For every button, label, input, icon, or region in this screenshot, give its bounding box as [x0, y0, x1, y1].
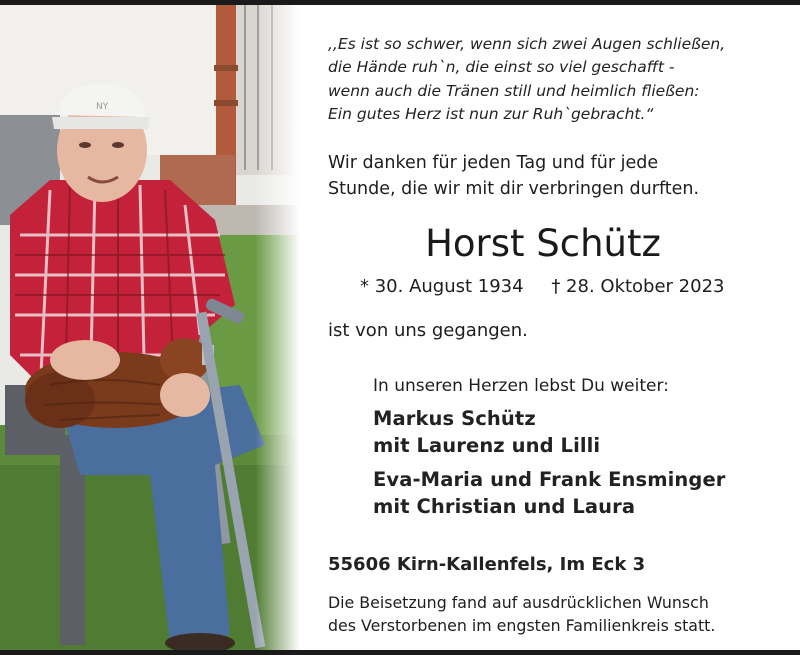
- poem-line: ,,Es ist so schwer, wenn sich zwei Augen schließen,: [328, 35, 726, 53]
- mourner-group: [373, 466, 773, 520]
- death-date: † 28. Oktober 2023: [551, 276, 725, 297]
- life-dates: [360, 275, 780, 299]
- thanks-line: Stunde, die wir mit dir verbringen durften.: [328, 179, 700, 199]
- mourner-group: [373, 405, 773, 459]
- poem-line: wenn auch die Tränen still und heimlich fließen:: [328, 81, 700, 100]
- burial-note: [328, 591, 788, 637]
- thanks-text: [328, 150, 788, 202]
- mourner-line: mit Christian und Laura: [373, 495, 636, 518]
- hearts-text: In unseren Herzen lebst Du weiter:: [373, 376, 669, 396]
- burial-line: des Verstorbenen im engsten Familienkreis statt.: [328, 616, 716, 635]
- mourner-line: Eva-Maria und Frank Ensminger: [373, 468, 726, 491]
- passed-away-text: ist von uns gegangen.: [328, 320, 528, 341]
- address: 55606 Kirn-Kallenfels, Im Eck 3: [328, 554, 646, 575]
- deceased-name: Horst Schütz: [425, 222, 661, 265]
- thanks-line: Wir danken für jeden Tag und für jede: [328, 153, 659, 173]
- poem: [328, 33, 788, 126]
- mourners-list: [373, 405, 773, 527]
- portrait-photo: [0, 5, 300, 650]
- svg-text:NY: NY: [96, 102, 109, 112]
- poem-line: Ein gutes Herz ist nun zur Ruh`gebracht.“: [328, 104, 654, 123]
- photo-fade-edge: [255, 5, 300, 650]
- mourner-line: mit Laurenz und Lilli: [373, 434, 601, 457]
- poem-line: die Hände ruh`n, die einst so viel geschafft -: [328, 58, 675, 77]
- burial-line: Die Beisetzung fand auf ausdrücklichen Wunsch: [328, 593, 709, 612]
- mourner-line: Markus Schütz: [373, 407, 536, 430]
- birth-date: * 30. August 1934: [360, 276, 524, 297]
